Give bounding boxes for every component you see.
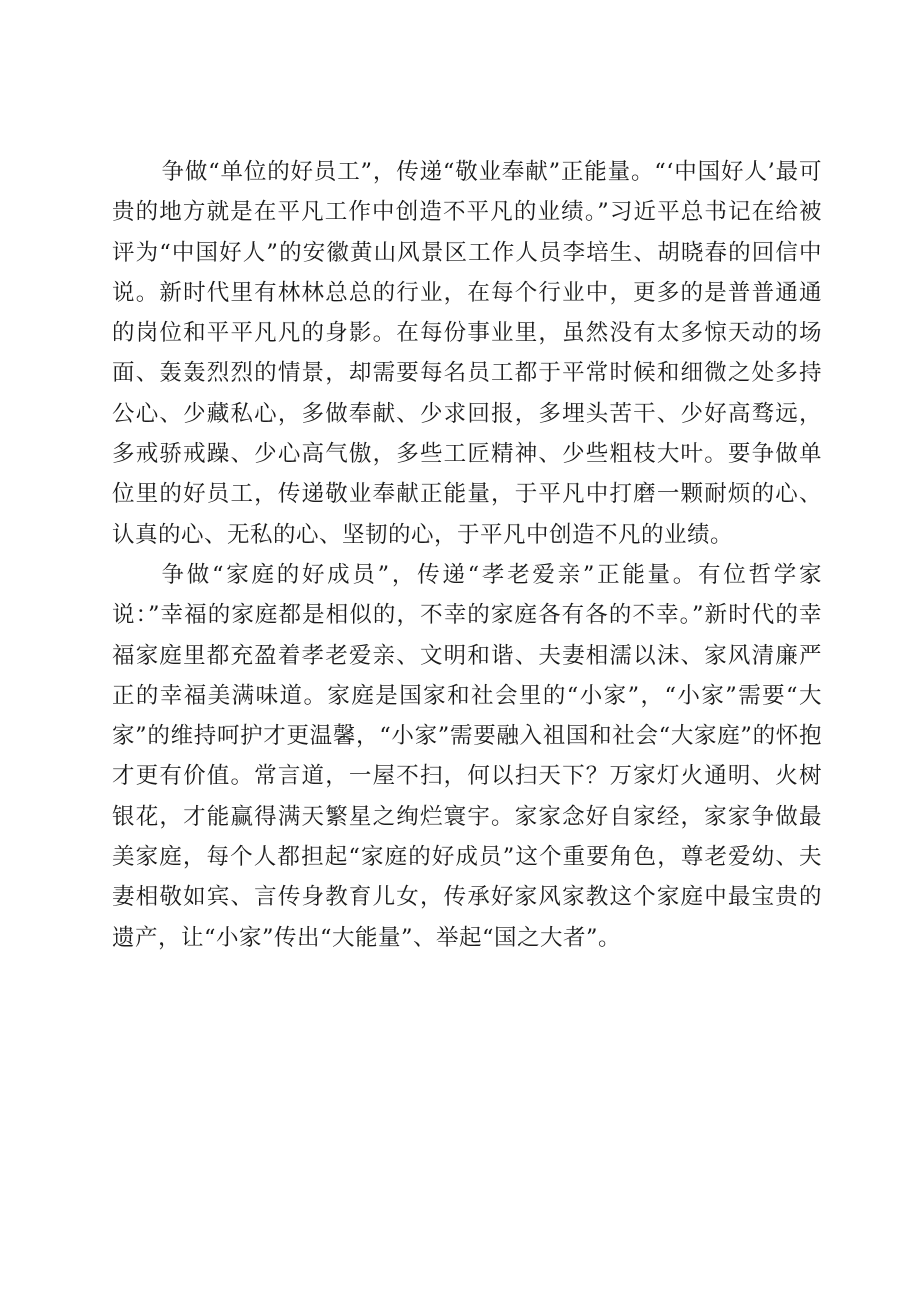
paragraph-family: 争做“家庭的好成员”，传递“孝老爱亲”正能量。有位哲学家说：”幸福的家庭都是相似的，不幸的家庭各有各的不幸。”新时代的幸福家庭里都充盈着孝老爱亲、文明和谐、夫妻相濡以沫、家风清廉严正的幸福美满味道。家庭是国家和社会里的“小家”，“小家”需要“大家”的维持呵护才更温馨，“小家”需要融入祖国和社会“大家庭”的怀抱才更有价值。常言道，一屋不扫，何以扫天下？万家灯火通明、火树银花，才能赢得满天繁星之绚烂寰宇。家家念好自家经，家家争做最美家庭，每个人都担起“家庭的好成员”这个重要角色，尊老爱幼、夫妻相敬如宾、言传身教育儿女，传承好家风家教这个家庭中最宝贵的遗产，让“小家”传出“大能量”、举起“国之大者”。 [112,561,822,951]
document-body [112,152,822,958]
paragraph-employee: 争做“单位的好员工”，传递“敬业奉献”正能量。“‘中国好人’最可贵的地方就是在平凡工作中创造不平凡的业绩。”习近平总书记在给被评为“中国好人”的安徽黄山风景区工作人员李培生、胡晓春的回信中说。新时代里有林林总总的行业，在每个行业中，更多的是普普通通的岗位和平平凡凡的身影。在每份事业里，虽然没有太多惊天动的场面、轰轰烈烈的情景，却需要每名员工都于平常时候和细微之处多持公心、少藏私心，多做奉献、少求回报，多埋头苦干、少好高骛远，多戒骄戒躁、少心高气傲，多些工匠精神、少些粗枝大叶。要争做单位里的好员工，传递敬业奉献正能量，于平凡中打磨一颗耐烦的心、认真的心、无私的心、坚韧的心，于平凡中创造不凡的业绩。 [112,159,822,548]
